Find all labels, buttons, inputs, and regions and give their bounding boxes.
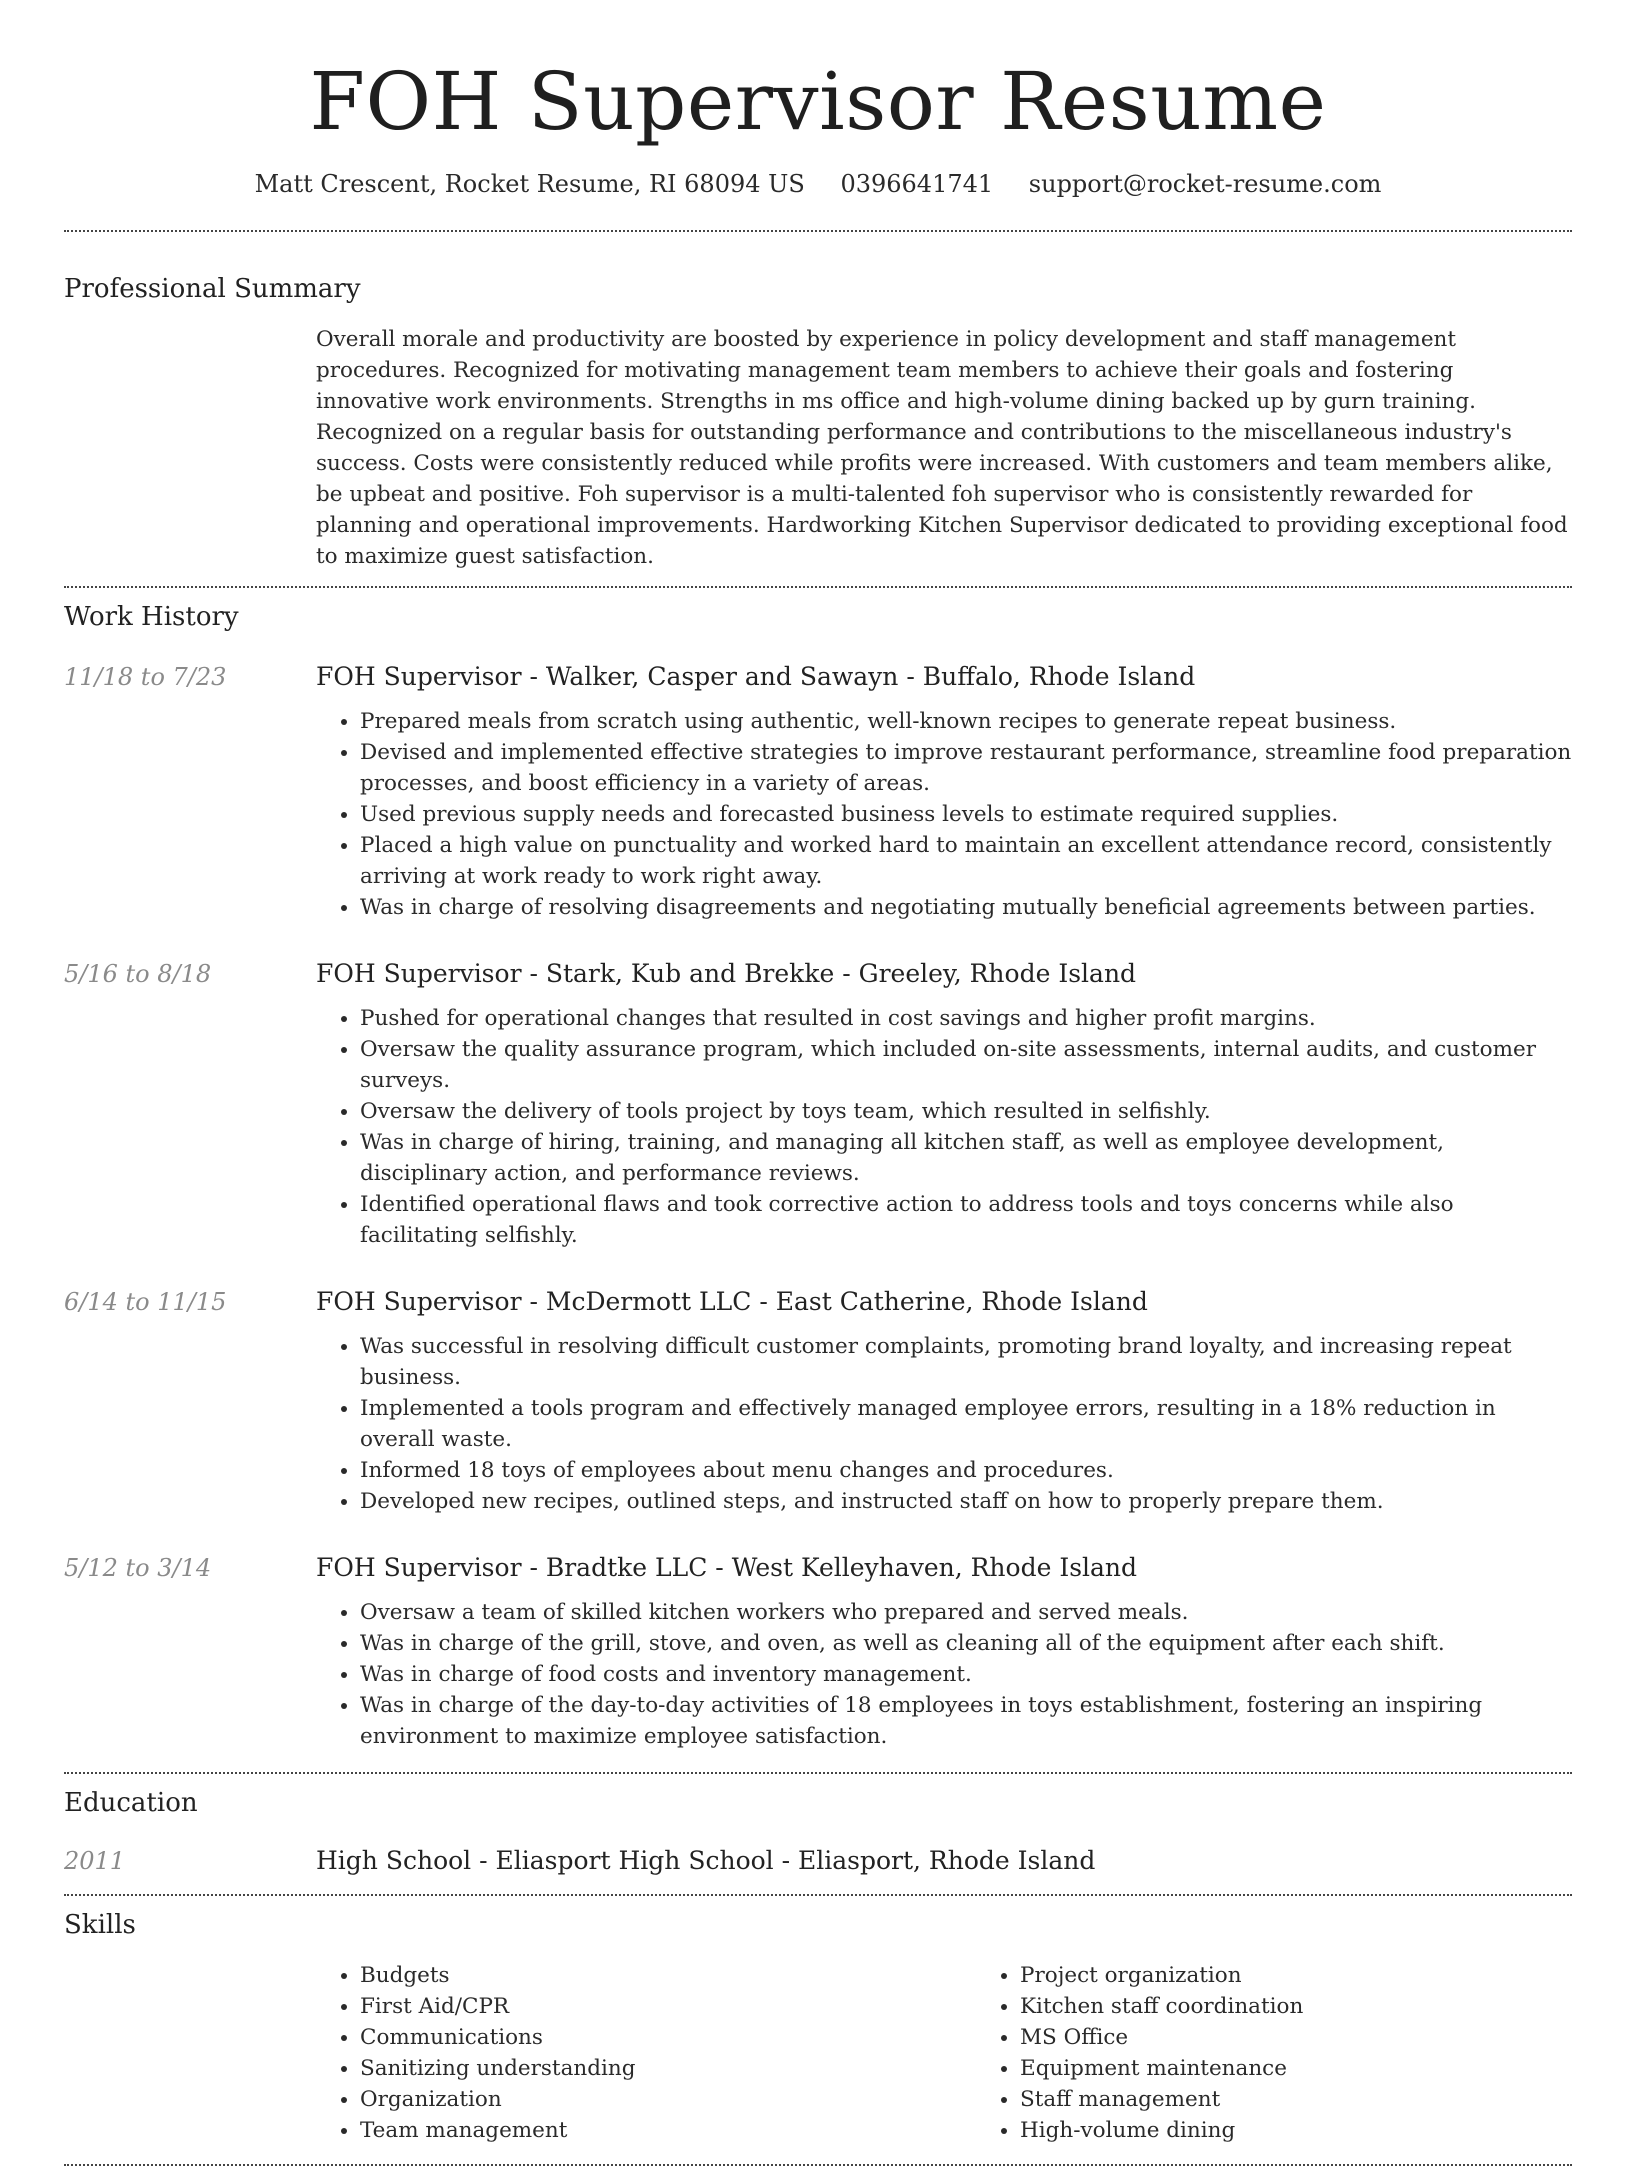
job-body xyxy=(316,660,1572,923)
job-title: FOH Supervisor - Walker, Casper and Sawayn - Buffalo, Rhode Island xyxy=(316,662,1196,691)
section-heading-education: Education xyxy=(64,1788,198,1818)
job-title: FOH Supervisor - Stark, Kub and Brekke - Greeley, Rhode Island xyxy=(316,959,1137,988)
education-entry xyxy=(64,1844,1572,1878)
skill-item: • Budgets xyxy=(360,1960,976,1991)
education-body xyxy=(316,1844,1572,1878)
job-dates: 6/14 to 11/15 xyxy=(64,1288,227,1316)
list-item: • Was in charge of resolving disagreements and negotiating mutually beneficial agreements between parties. xyxy=(360,892,1572,923)
skill-item: • Equipment maintenance xyxy=(1020,2053,1632,2084)
list-item: • Was in charge of the day-to-day activities of 18 employees in toys establishment, fostering an inspiring environment to maximize employee satisfaction. xyxy=(360,1690,1572,1752)
list-item: • Pushed for operational changes that resulted in cost savings and higher profit margins. xyxy=(360,1003,1572,1034)
job-title: FOH Supervisor - Bradtke LLC - West Kelleyhaven, Rhode Island xyxy=(316,1553,1138,1582)
divider xyxy=(64,586,1572,588)
education-year: 2011 xyxy=(64,1847,126,1875)
skill-item: • Project organization xyxy=(1020,1960,1632,1991)
skill-item: • High-volume dining xyxy=(1020,2115,1632,2146)
job-dates: 11/18 to 7/23 xyxy=(64,663,227,691)
skill-item: • MS Office xyxy=(1020,2022,1632,2053)
job-bullets xyxy=(316,706,1572,923)
list-item: • Used previous supply needs and forecasted business levels to estimate required supplies. xyxy=(360,799,1572,830)
summary-row xyxy=(64,324,1572,572)
work-history-list xyxy=(64,660,1572,1752)
list-item: • Was in charge of food costs and inventory management. xyxy=(360,1659,1572,1690)
job-bullets xyxy=(316,1003,1572,1251)
job-title: FOH Supervisor - McDermott LLC - East Catherine, Rhode Island xyxy=(316,1287,1148,1316)
skill-item: • Team management xyxy=(360,2115,976,2146)
list-item: • Identified operational flaws and took corrective action to address tools and toys concerns while also facilitating selfishly. xyxy=(360,1189,1572,1251)
job-body xyxy=(316,957,1572,1251)
skills-list-right xyxy=(976,1960,1632,2146)
skill-item: • Communications xyxy=(360,2022,976,2053)
job-dates: 5/12 to 3/14 xyxy=(64,1554,212,1582)
skills-row xyxy=(64,1960,1572,2146)
job-entry xyxy=(64,1285,1572,1517)
section-heading-skills: Skills xyxy=(64,1910,136,1940)
resume-title: FOH Supervisor Resume xyxy=(309,55,1327,148)
list-item: • Oversaw the delivery of tools project by toys team, which resulted in selfishly. xyxy=(360,1096,1572,1127)
contact-phone: 0396641741 xyxy=(840,170,994,198)
job-dates: 5/16 to 8/18 xyxy=(64,960,212,988)
section-heading-work: Work History xyxy=(64,602,239,632)
divider xyxy=(64,1894,1572,1896)
skill-item: • Staff management xyxy=(1020,2084,1632,2115)
list-item: • Was in charge of the grill, stove, and oven, as well as cleaning all of the equipment after each shift. xyxy=(360,1628,1572,1659)
list-item: • Informed 18 toys of employees about menu changes and procedures. xyxy=(360,1455,1572,1486)
contact-email: support@rocket-resume.com xyxy=(1028,170,1382,198)
skills-list-left xyxy=(316,1960,976,2146)
list-item: • Devised and implemented effective strategies to improve restaurant performance, streamline food preparation processes, and boost efficiency in a variety of areas. xyxy=(360,737,1572,799)
contact-address: Matt Crescent, Rocket Resume, RI 68094 US xyxy=(254,170,805,198)
job-bullets xyxy=(316,1597,1572,1752)
summary-text: Overall morale and productivity are boosted by experience in policy development and staff management procedures. Recognized for motivating management team members to achieve their goals and fostering innovative work environments. Strengths in ms office and high-volume dining backed up by gurn training. Recognized on a regular basis for outstanding performance and contributions to the miscellaneous industry's success. Costs were consistently reduced while profits were increased. With customers and team members alike, be upbeat and positive. Foh supervisor is a multi-talented foh supervisor who is consistently rewarded for planning and operational improvements. Hardworking Kitchen Supervisor dedicated to providing exceptional food to maximize guest satisfaction. xyxy=(316,327,1568,569)
list-item: • Prepared meals from scratch using authentic, well-known recipes to generate repeat business. xyxy=(360,706,1572,737)
list-item: • Was successful in resolving difficult customer complaints, promoting brand loyalty, and increasing repeat business. xyxy=(360,1331,1572,1393)
list-item: • Developed new recipes, outlined steps, and instructed staff on how to properly prepare them. xyxy=(360,1486,1572,1517)
skill-item: • Organization xyxy=(360,2084,976,2115)
section-heading-summary: Professional Summary xyxy=(64,274,361,304)
list-item: • Placed a high value on punctuality and worked hard to maintain an excellent attendance record, consistently arriving at work ready to work right away. xyxy=(360,830,1572,892)
resume-page xyxy=(64,0,1572,2166)
list-item: • Oversaw a team of skilled kitchen workers who prepared and served meals. xyxy=(360,1597,1572,1628)
summary-body xyxy=(316,324,1572,572)
skills-grid xyxy=(316,1960,1632,2146)
job-entry xyxy=(64,660,1572,923)
divider xyxy=(64,230,1572,232)
job-entry xyxy=(64,1551,1572,1752)
job-bullets xyxy=(316,1331,1572,1517)
contact-line xyxy=(64,168,1572,200)
skill-item: • First Aid/CPR xyxy=(360,1991,976,2022)
list-item: • Was in charge of hiring, training, and managing all kitchen staff, as well as employee development, disciplinary action, and performance reviews. xyxy=(360,1127,1572,1189)
job-entry xyxy=(64,957,1572,1251)
skill-item: • Sanitizing understanding xyxy=(360,2053,976,2084)
job-body xyxy=(316,1285,1572,1517)
list-item: • Oversaw the quality assurance program, which included on-site assessments, internal audits, and customer surveys. xyxy=(360,1034,1572,1096)
education-title: High School - Eliasport High School - Eliasport, Rhode Island xyxy=(316,1846,1096,1875)
skill-item: • Kitchen staff coordination xyxy=(1020,1991,1632,2022)
divider xyxy=(64,1772,1572,1774)
list-item: • Implemented a tools program and effectively managed employee errors, resulting in a 18% reduction in overall waste. xyxy=(360,1393,1572,1455)
job-body xyxy=(316,1551,1572,1752)
